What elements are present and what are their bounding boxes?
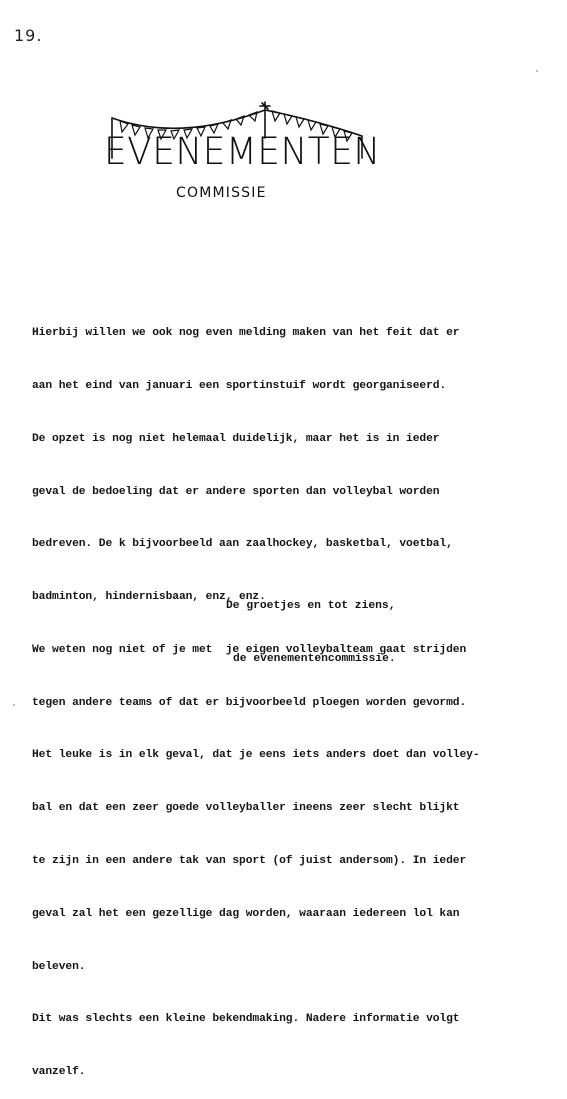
text-line: Het leuke is in elk geval, dat je eens iets anders doet dan volley-: [32, 749, 480, 762]
scan-speck: [13, 704, 15, 706]
signoff-greeting: De groetjes en tot ziens,: [226, 600, 396, 613]
text-line: geval zal het een gezellige dag worden, waaraan iedereen lol kan: [32, 907, 460, 920]
signoff: [226, 563, 396, 686]
text-line: beleven.: [32, 960, 86, 973]
text-line: vanzelf.: [32, 1066, 86, 1079]
signoff-signature: de evenementencommissie.: [233, 652, 396, 665]
text-line: We weten nog niet of je met je eigen volleybalteam gaat strijden: [32, 643, 467, 656]
text-line: De opzet is nog niet helemaal duidelijk, maar het is in ieder: [32, 432, 440, 445]
text-line: aan het eind van januari een sportinstuif wordt georganiseerd.: [32, 379, 447, 392]
announcement-text: [32, 290, 552, 1099]
scan-speck: [536, 70, 538, 72]
text-line: bal en dat een zeer goede volleyballer ineens zeer slecht blijkt: [32, 802, 460, 815]
page-number: 19.: [14, 26, 43, 45]
text-line: bedreven. De k bijvoorbeeld aan zaalhockey, basketbal, voetbal,: [32, 538, 453, 551]
text-line: Hierbij willen we ook nog even melding maken van het feit dat er: [32, 327, 460, 340]
text-line: tegen andere teams of dat er bijvoorbeeld ploegen worden gevormd.: [32, 696, 467, 709]
committee-logo: [100, 100, 380, 210]
text-line: Dit was slechts een kleine bekendmaking. Nadere informatie volgt: [32, 1013, 460, 1026]
logo-title: EVENEMENTEN: [104, 130, 381, 173]
text-line: te zijn in een andere tak van sport (of juist andersom). In ieder: [32, 855, 467, 867]
text-line: geval de bedoeling dat er andere sporten dan volleybal worden: [32, 485, 440, 498]
logo-subtitle: COMMISSIE: [176, 185, 267, 201]
text-line: badminton, hindernisbaan, enz, enz.: [32, 591, 266, 604]
